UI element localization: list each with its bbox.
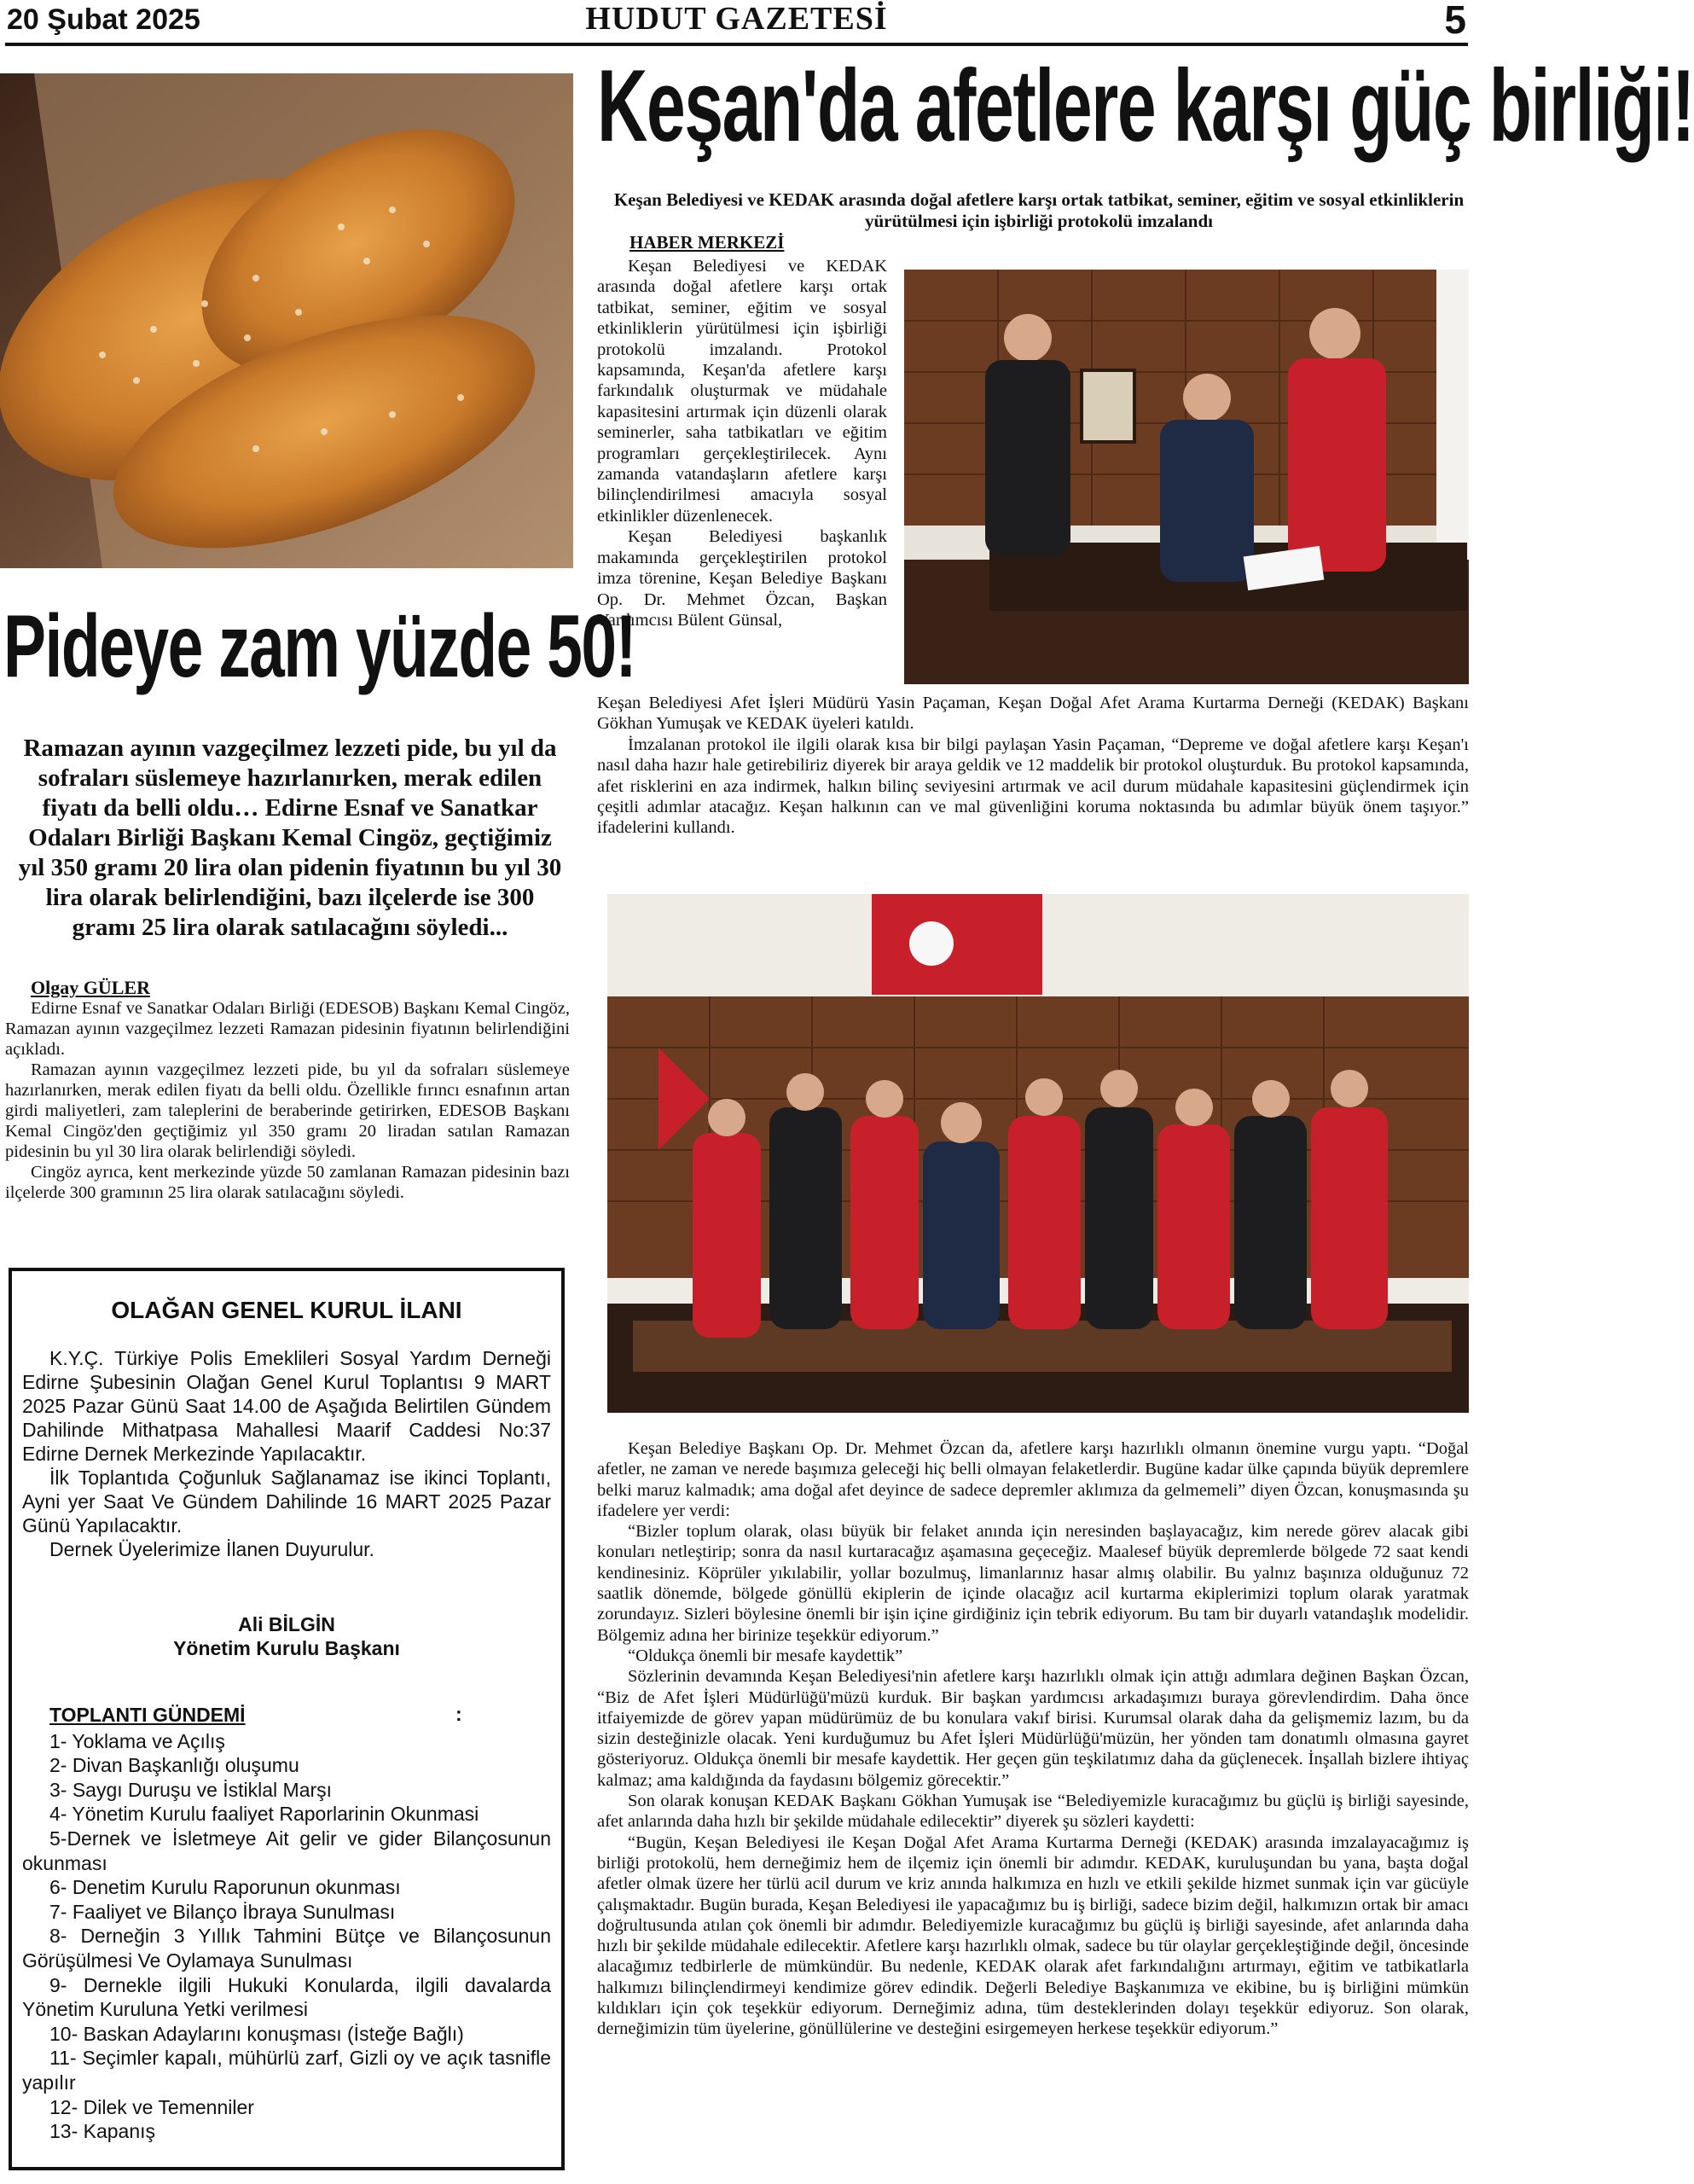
agenda-list bbox=[22, 1703, 551, 2144]
main-subhead: “Oldukça önemli bir mesafe kaydettik” bbox=[628, 1646, 903, 1665]
main-paragraph: Keşan Belediye Başkanı Op. Dr. Mehmet Özcan da, afetlere karşı hazırlıklı olmanın önemine vurgu yaptı. “Doğal afetler, ne zaman ve nerede başımıza geleceği hiç belli olmayan felaketlerdir. Bugüne kadar ülke çapında büyük depremlere belki maruz kalmadık; ama doğal afet deyince de sadece depremler aklımıza da gelmemeli” diyen Özcan, konuşmasında şu ifadelere yer verdi: bbox=[597, 1439, 1469, 1520]
agenda-item: 5-Dernek ve İsletmeye Ait gelir ve gider Bilançosunun okunması bbox=[22, 1827, 551, 1874]
group-photo bbox=[607, 894, 1469, 1413]
agenda-heading-colon: : bbox=[455, 1703, 462, 1725]
signer-title: Yönetim Kurulu Başkanı bbox=[173, 1637, 400, 1659]
agenda-item: 4- Yönetim Kurulu faaliyet Raporlarinin Okunmasi bbox=[49, 1803, 479, 1826]
signer-name: Ali BİLGİN bbox=[238, 1613, 335, 1635]
issue-date: 20 Şubat 2025 bbox=[7, 3, 200, 36]
agenda-item: 7- Faaliyet ve Bilanço İbraya Sunulması bbox=[49, 1900, 396, 1923]
agenda-item: 11- Seçimler kapalı, mühürlü zarf, Gizli oy ve açık tasnifle yapılır bbox=[22, 2047, 551, 2094]
header-rule bbox=[5, 43, 1468, 46]
agenda-item: 10- Baskan Adaylarını konuşması (İsteğe Bağlı) bbox=[49, 2022, 464, 2045]
newspaper-name: HUDUT GAZETESİ bbox=[585, 1, 888, 37]
main-byline: HABER MERKEZİ bbox=[629, 232, 785, 253]
main-paragraph: Keşan Belediyesi Afet İşleri Müdürü Yasin Paçaman, Keşan Doğal Afet Arama Kurtarma Derneği (KEDAK) Başkanı Gökhan Yumuşak ve KEDAK üyeleri katıldı. bbox=[597, 694, 1469, 734]
main-paragraph: “Bizler toplum olarak, olası büyük bir felaket anında için neresinden başlayacağız, kim nerede görev alacak gibi konuları netleştirip; sonra da nasıl kurtaracağız aşamasına geçeceğiz. Maalesef büyük depremlerde bölgede 72 saat kendi kendinesiniz. Köprüler yıkılabilir, yollar bozulmuş, limanlarınız hasar almış olabilir. Bu yalnız başınıza olduğunuz 72 saatlik dönemde, bölgede gönüllü ekiplerin de içinde olacağız acil kurtarma ekiplerimizi toplum olarak yaratmak zorundayız. Sizleri böylesine önemli bir işin içine girdiğiniz için tebrik ediyorum. Bu tam bir duyarlı vatandaşlık modelidir. Bölgemiz adına her birinize teşekkür ediyorum.” bbox=[597, 1522, 1469, 1645]
general-assembly-notice bbox=[9, 1268, 565, 2170]
agenda-item: 12- Dilek ve Temenniler bbox=[49, 2095, 254, 2118]
notice-paragraph: K.Y.Ç. Türkiye Polis Emeklileri Sosyal Yardım Derneği Edirne Şubesinin Olağan Genel Kurul Toplantısı 9 MART 2025 Pazar Günü Saat 14.00 de Aşağıda Belirtilen Gündem Dahilinde Mithatpasa Mahallesi Maarif Caddesi No:37 Edirne Dernek Merkezinde Yapılacaktır. bbox=[22, 1347, 551, 1465]
notice-title: OLAĞAN GENEL KURUL İLANI bbox=[111, 1297, 462, 1323]
pide-headline: Pideye zam yüzde 50! bbox=[3, 597, 636, 696]
agenda-item: 1- Yoklama ve Açılış bbox=[49, 1729, 225, 1752]
agenda-item: 3- Saygı Duruşu ve İstiklal Marşı bbox=[49, 1778, 333, 1801]
main-paragraph: İmzalanan protokol ile ilgili olarak kısa bir bilgi paylaşan Yasin Paçaman, “Depreme ve doğal afetlere karşı Keşan'ı nasıl daha hazır hale getirebiliriz diyerek bir araya geldik ve 12 maddelik bir protokol oluşturduk. Bu protokol kapsamında, afet risklerini en aza indirmek, halkın bilinç seviyesini artırmak ve acil durum müdahale kapasitesini güçlendirmek için çeşitli adımlar atacağız. Keşan halkının can ve mal güvenliğini koruma noktasında bu adımlar büyük önem taşıyor.” ifadelerini kullandı. bbox=[597, 735, 1469, 838]
notice-paragraph: İlk Toplantıda Çoğunluk Sağlanamaz ise ikinci Toplantı, Ayni yer Saat Ve Gündem Dahilinde 16 MART 2025 Pazar Günü Yapılacaktır. bbox=[22, 1467, 551, 1536]
notice-signature bbox=[12, 1612, 561, 1660]
main-wide-text bbox=[597, 693, 1469, 839]
pide-photo bbox=[0, 73, 573, 568]
main-deck: Keşan Belediyesi ve KEDAK arasında doğal afetlere karşı ortak tatbikat, seminer, eğitim ve sosyal etkinliklerin yürütülmesi için işbirliği protokolü imzalandı bbox=[613, 189, 1465, 231]
pide-byline: Olgay GÜLER bbox=[31, 977, 150, 998]
agenda-item: 13- Kapanış bbox=[49, 2120, 156, 2143]
notice-paragraph: Dernek Üyelerimize İlanen Duyurulur. bbox=[49, 1538, 374, 1560]
main-paragraph: Keşan Belediyesi ve KEDAK arasında doğal afetlere karşı ortak tatbikat, seminer, eğitim ve sosyal etkinliklerin yürütülmesi için işbirliği protokolü imzalandı. Protokol kapsamında, Keşan'da afetlere karşı farkındalık oluşturmak ve müdahale kapasitesini artırmak için düzenli olarak seminerler, saha tatbikatları ve eğitim programları gerçekleştirilecek. Aynı zamanda vatandaşların afetlere karşı bilinçlendirilmesi amacıyla sosyal etkinlikler düzenlenecek. bbox=[597, 257, 887, 526]
agenda-item: 2- Divan Başkanlığı oluşumu bbox=[49, 1754, 299, 1777]
pide-lead: Ramazan ayının vazgeçilmez lezzeti pide, bu yıl da sofraları süslemeye hazırlanırken, merak edilen fiyatı da belli oldu… Edirne Esnaf ve Sanatkar Odaları Birliği Başkanı Kemal Cingöz, geçtiğimiz yıl 350 gramı 20 lira olan pidenin fiyatının bu yıl 30 lira olarak belirlendiğini, bazı ilçelerde ise 300 gramı 25 lira olarak satılacağını söyledi... bbox=[18, 735, 562, 941]
pide-body bbox=[5, 998, 570, 1203]
main-paragraph: “Bugün, Keşan Belediyesi ile Keşan Doğal Afet Arama Kurtarma Derneği (KEDAK) arasında imzalayacağımız iş birliği protokolü, hem derneğimiz hem de ilçemiz için önemli bir adımdır. KEDAK, kuruluşundan bu yana, başta doğal afetler olmak üzere her türlü acil durum ve kriz anında halkımıza en hızlı ve etkili şekilde hizmet sunmak için var gücüyle çalışmaktadır. Bugün burada, Keşan Belediyesi ile yapacağımız bu iş birliği, sadece bizim değil, halkımızın ortak bir amacı doğrultusunda atılan çok önemli bir adımdır. Belediyemizle kuracağımız bu güçlü iş birliği sayesinde, afet anlarında daha hızlı bir şekilde müdahale edilecektir. Afetlere karşı hazırlıklı olmak, sadece bu tür olaylar gerçekleştiğinde değil, öncesinde alacağımız tedbirlerle de mümkündür. Bu nedenle, KEDAK olarak afet farkındalığını artırmayı, eğitim ve tatbikatlarla halkımızı bilinçlendirmeyi kendimize görev edindik. Değerli Belediye Başkanımıza ve ekibine, bu iş birliğini mümkün kıldıkları için çok teşekkür ediyorum. Derneğimiz adına, tüm desteklerinden dolayı teşekkür ediyoruz. Son olarak, derneğimizin tüm üyelerine, gönüllülerine ve desteğini esirgemeyen herkese teşekkür ediyorum.” bbox=[597, 1833, 1469, 2039]
main-headline: Keşan'da afetlere karşı güç birliği! bbox=[597, 49, 1694, 163]
main-paragraph: Son olarak konuşan KEDAK Başkanı Gökhan Yumuşak ise “Belediyemizle kuracağımız bu güçlü iş birliği sayesinde, afet anlarında daha hızlı bir şekilde müdahale edilecektir” diyerek şu sözleri kaydetti: bbox=[597, 1792, 1469, 1832]
pide-paragraph: Cingöz ayrıca, kent merkezinde yüzde 50 zamlanan Ramazan pidesinin bazı ilçelerde 300 gramının 25 lira olarak satılacağını söyledi. bbox=[5, 1163, 570, 1202]
main-paragraph: Sözlerinin devamında Keşan Belediyesi'nin afetlere karşı hazırlıklı olmak için attığı adımlara değinen Başkan Özcan, “Biz de Afet İşleri Müdürlüğü'müzü kurduk. Bir başkan yardımcısı arkadaşımızı buraya görevlendirdim. Daha önce itfaiyemizde de görev yapan müdürümüz de bu konulara vakıf birisi. Kurumsal olarak daha da gelişmemiz lazım, bu da sizin desteğinizle olacak. Yeni kurduğumuz bu Afet İşleri Müdürlüğü'müzün, her yönden tam donatımlı olmasına gayret gösteriyoruz. Oldukça önemli bir mesafe kaydettik. Her geçen gün teşkilatımız daha da güçlenecek. İnşallah bizlere ihtiyaç kalmaz; ama kaldığında da faydasını bölgemiz görecektir.” bbox=[597, 1667, 1469, 1790]
main-paragraph: Keşan Belediyesi başkanlık makamında gerçekleştirilen protokol imza törenine, Keşan Belediye Başkanı Op. Dr. Mehmet Özcan, Başkan Yardımcısı Bülent Günsal, bbox=[597, 527, 887, 630]
agenda-heading: TOPLANTI GÜNDEMİ bbox=[49, 1704, 246, 1726]
protocol-signing-photo bbox=[904, 270, 1469, 684]
main-intro-column bbox=[597, 256, 887, 630]
main-continued-text bbox=[597, 1438, 1469, 2040]
pide-paragraph: Ramazan ayının vazgeçilmez lezzeti pide, bu yıl da sofraları süslemeye hazırlanırken, merak edilen fiyatı da belli oldu. Özellikle fırıncı esnafının artan girdi maliyetleri, zam taleplerini de beraberinde getirirken, EDESOB Başkanı Kemal Cingöz'den geçtiğimiz yıl 350 gramı 20 liradan satılan Ramazan pidesinin bu yıl 30 lira olarak belirlendiği söyledi. bbox=[5, 1060, 570, 1161]
agenda-item: 6- Denetim Kurulu Raporunun okunması bbox=[49, 1876, 401, 1899]
page-number: 5 bbox=[1444, 0, 1466, 42]
agenda-item: 9- Dernekle ilgili Hukuki Konularda, ilgili davalarda Yönetim Kuruluna Yetki verilmesi bbox=[22, 1973, 551, 2021]
agenda-item: 8- Derneğin 3 Yıllık Tahmini Bütçe ve Bilançosunun Görüşülmesi Ve Oylamaya Sunulması bbox=[22, 1925, 551, 1972]
notice-body bbox=[22, 1346, 551, 1561]
pide-paragraph: Edirne Esnaf ve Sanatkar Odaları Birliği (EDESOB) Başkanı Kemal Cingöz, Ramazan ayının vazgeçilmez lezzeti Ramazan pidesinin fiyatının belirlendiğini açıkladı. bbox=[5, 999, 570, 1059]
